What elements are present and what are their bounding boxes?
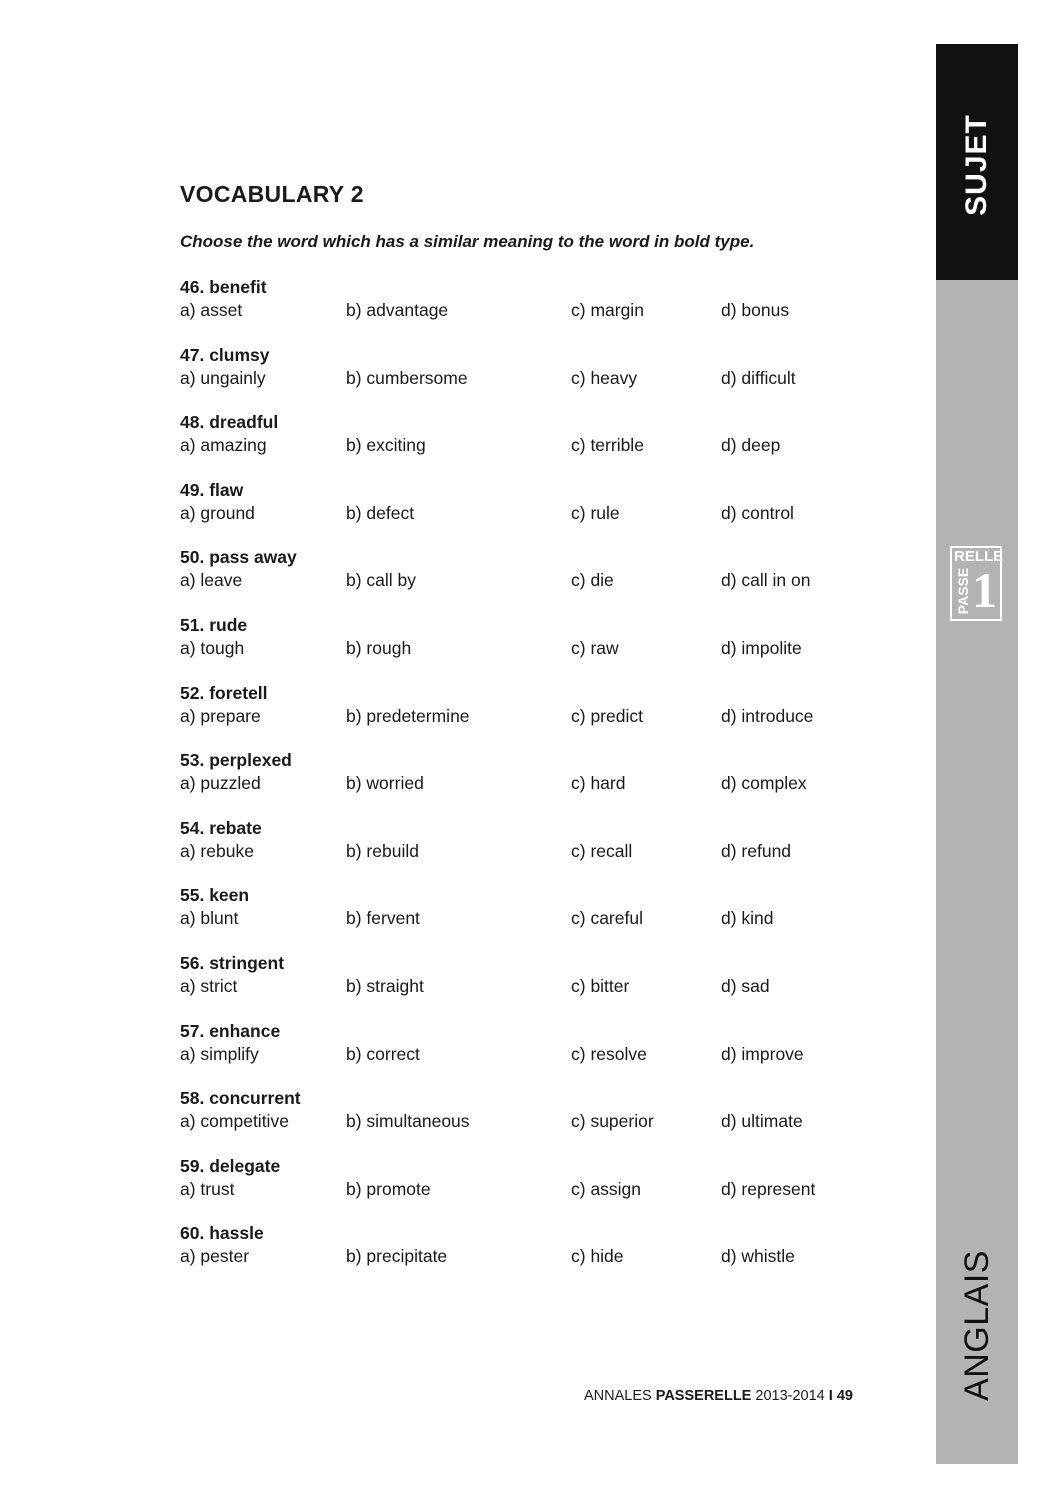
question-word: 46. benefit	[180, 277, 267, 297]
option-d: d) improve	[721, 1043, 804, 1064]
answer-options	[180, 1244, 880, 1268]
option-c: c) resolve	[571, 1043, 647, 1064]
question-word: 47. clumsy	[180, 344, 270, 365]
option-a: a) leave	[180, 570, 243, 591]
option-a: a) puzzled	[180, 773, 261, 794]
option-a: a) competitive	[180, 1111, 289, 1132]
question-item	[180, 1222, 880, 1290]
option-c: c) heavy	[571, 367, 638, 388]
question-list	[180, 276, 880, 1290]
question-item	[180, 1155, 880, 1223]
question-item	[180, 682, 880, 750]
question-word: 57. enhance	[180, 1020, 281, 1041]
option-d: d) whistle	[721, 1246, 795, 1267]
option-c: c) superior	[571, 1111, 654, 1132]
option-c: c) recall	[571, 840, 633, 861]
option-d: d) call in on	[721, 570, 811, 591]
option-c: c) careful	[571, 908, 643, 929]
option-b: b) cumbersome	[346, 367, 468, 388]
option-d: d) refund	[721, 840, 792, 861]
answer-options	[180, 1109, 880, 1133]
option-a: a) trust	[180, 1178, 235, 1199]
question-item	[180, 952, 880, 1020]
option-d: d) represent	[721, 1178, 816, 1199]
option-b: b) call by	[346, 570, 417, 591]
sidebar-section-label-wrap	[935, 110, 1019, 220]
option-c: c) rule	[571, 502, 620, 523]
option-b: b) precipitate	[346, 1246, 448, 1267]
answer-options	[180, 568, 880, 592]
option-c: c) hide	[571, 1246, 624, 1267]
question-word: 48. dreadful	[180, 412, 279, 433]
question-item	[180, 479, 880, 547]
option-d: d) control	[721, 502, 794, 523]
question-word: 60. hassle	[180, 1223, 264, 1244]
option-b: b) advantage	[346, 300, 449, 320]
option-c: c) terrible	[571, 435, 644, 456]
question-item	[180, 749, 880, 817]
option-b: b) straight	[346, 975, 424, 996]
option-a: a) pester	[180, 1246, 250, 1267]
option-d: d) complex	[721, 773, 807, 794]
answer-options	[180, 433, 880, 457]
question-word: 52. foretell	[180, 682, 268, 703]
option-a: a) prepare	[180, 705, 261, 726]
footer-separator: I	[828, 1388, 833, 1404]
option-a: a) simplify	[180, 1043, 259, 1064]
option-d: d) deep	[721, 435, 781, 456]
option-b: b) rough	[346, 637, 412, 658]
question-item	[180, 614, 880, 682]
question-item	[180, 1087, 880, 1155]
option-b: b) defect	[346, 502, 415, 523]
question-word: 56. stringent	[180, 952, 285, 973]
option-b: b) exciting	[346, 435, 426, 456]
question-item	[180, 276, 880, 344]
question-item	[180, 344, 880, 412]
option-a: a) ground	[180, 502, 255, 523]
option-c: c) predict	[571, 705, 643, 726]
option-d: d) ultimate	[721, 1111, 803, 1132]
option-d: d) introduce	[721, 705, 814, 726]
question-word: 58. concurrent	[180, 1088, 301, 1109]
answer-options	[180, 906, 880, 930]
option-c: c) bitter	[571, 975, 630, 996]
option-d: d) bonus	[721, 300, 790, 320]
footer-years: 2013-2014	[755, 1388, 825, 1404]
passerelle-logo	[950, 546, 1002, 621]
question-item	[180, 1020, 880, 1088]
option-a: a) rebuke	[180, 840, 254, 861]
sidebar-subject-label: ANGLAIS	[957, 1249, 996, 1401]
question-item	[180, 411, 880, 479]
question-word: 55. keen	[180, 885, 250, 906]
page-footer	[584, 1388, 853, 1404]
option-a: a) amazing	[180, 435, 267, 456]
footer-prefix: ANNALES	[584, 1388, 652, 1404]
answer-options	[180, 1177, 880, 1201]
answer-options	[180, 298, 880, 322]
logo-number: 1	[972, 562, 997, 618]
option-b: b) fervent	[346, 908, 420, 929]
page-title: VOCABULARY 2	[180, 181, 364, 207]
option-d: d) kind	[721, 908, 774, 929]
footer-page-number: 49	[836, 1388, 853, 1404]
option-a: a) ungainly	[180, 367, 266, 388]
option-a: a) tough	[180, 637, 245, 658]
option-b: b) correct	[346, 1043, 420, 1064]
option-b: b) rebuild	[346, 840, 419, 861]
option-b: b) simultaneous	[346, 1111, 470, 1132]
question-word: 59. delegate	[180, 1155, 281, 1176]
option-d: d) impolite	[721, 637, 802, 658]
option-a: a) asset	[180, 300, 243, 320]
answer-options	[180, 974, 880, 998]
option-d: d) sad	[721, 975, 770, 996]
option-c: c) margin	[571, 300, 644, 320]
option-c: c) hard	[571, 773, 626, 794]
question-word: 53. perplexed	[180, 750, 292, 771]
answer-options	[180, 366, 880, 390]
option-b: b) worried	[346, 773, 424, 794]
option-b: b) predetermine	[346, 705, 470, 726]
logo-top-text: RELLE	[954, 548, 1004, 565]
question-item	[180, 546, 880, 614]
option-d: d) difficult	[721, 367, 796, 388]
answer-options	[180, 1042, 880, 1066]
question-item	[180, 884, 880, 952]
answer-options	[180, 636, 880, 660]
option-c: c) assign	[571, 1178, 642, 1199]
question-word: 54. rebate	[180, 817, 262, 838]
instruction-text: Choose the word which has a similar meaning to the word in bold type.	[180, 232, 755, 251]
option-a: a) strict	[180, 975, 238, 996]
sidebar-section-label: SUJET	[960, 114, 994, 216]
question-item	[180, 817, 880, 885]
footer-brand: PASSERELLE	[655, 1388, 752, 1404]
answer-options	[180, 839, 880, 863]
option-c: c) die	[571, 570, 614, 591]
logo-side-text: PASSE	[955, 567, 972, 615]
answer-options	[180, 501, 880, 525]
option-a: a) blunt	[180, 908, 239, 929]
question-word: 51. rude	[180, 614, 248, 635]
question-word: 49. flaw	[180, 479, 244, 500]
answer-options	[180, 704, 880, 728]
answer-options	[180, 771, 880, 795]
option-b: b) promote	[346, 1178, 431, 1199]
question-word: 50. pass away	[180, 547, 297, 568]
option-c: c) raw	[571, 637, 619, 658]
sidebar-subject-label-wrap	[935, 1240, 1019, 1410]
